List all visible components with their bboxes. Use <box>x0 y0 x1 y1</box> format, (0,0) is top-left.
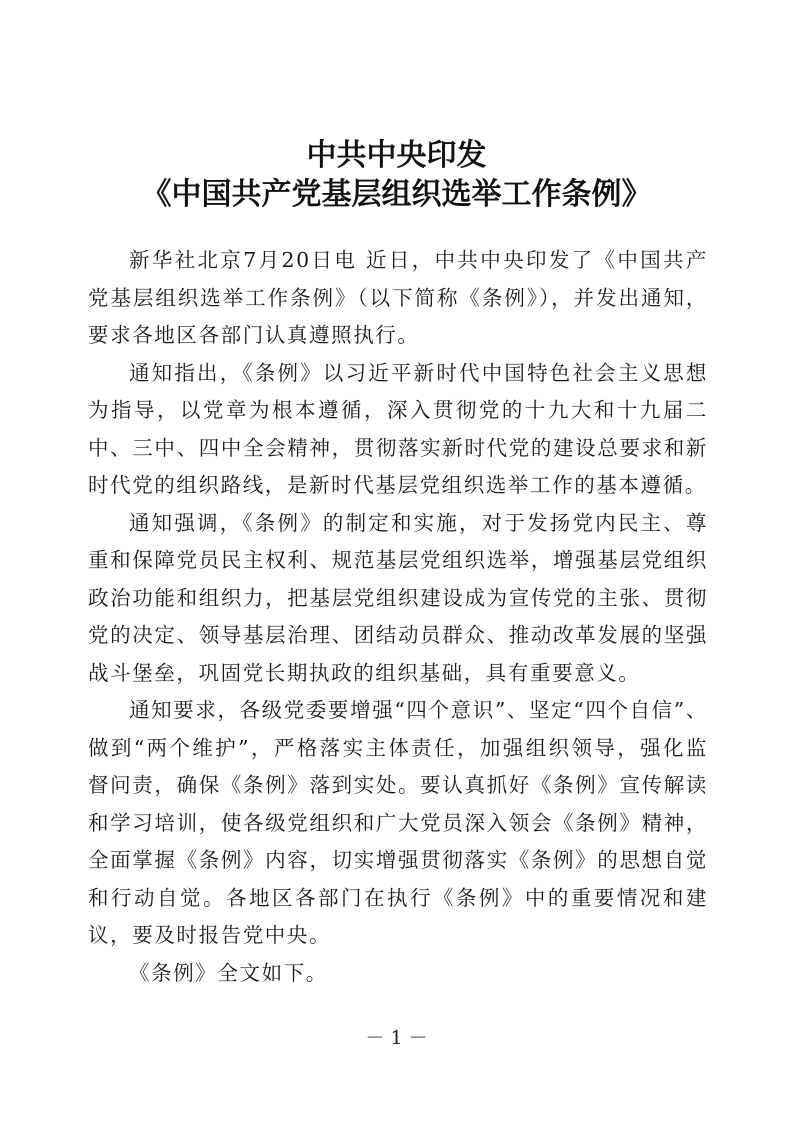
paragraph-full-text-follows: 《条例》全文如下。 <box>129 960 328 985</box>
document-body <box>88 242 708 992</box>
paragraph-intro: 新华社北京7月20日电 近日，中共中央印发了《中国共产党基层组织选举工作条例》（以下简称《条例》），并发出通知，要求各地区各部门认真遵照执行。 <box>88 248 708 347</box>
paragraph-notice-emphasis: 通知强调，《条例》的制定和实施，对于发扬党内民主、尊重和保障党员民主权利、规范基层党组织选举，增强基层党组织政治功能和组织力，把基层党组织建设成为宣传党的主张、贯彻党的决定、领导基层治理、团结动员群众、推动改革发展的坚强战斗堡垒，巩固党长期执政的组织基础，具有重要意义。 <box>88 510 708 685</box>
page-number: － 1 － <box>365 1027 428 1049</box>
document-title-line-2: 《中国共产党基层组织选举工作条例》 <box>141 177 652 212</box>
paragraph-notice-points: 通知指出，《条例》以习近平新时代中国特色社会主义思想为指导，以党章为根本遵循，深入贯彻党的十九大和十九届二中、三中、四中全会精神，贯彻落实新时代党的建设总要求和新时代党的组织路线，是新时代基层党组织选举工作的基本遵循。 <box>88 360 708 497</box>
paragraph-notice-requirements: 通知要求，各级党委要增强“四个意识”、坚定“四个自信”、做到“两个维护”，严格落实主体责任，加强组织领导，强化监督问责，确保《条例》落到实处。要认真抓好《条例》宣传解读和学习培训，使各级党组织和广大党员深入领会《条例》精神，全面掌握《条例》内容，切实增强贯彻落实《条例》的思想自觉和行动自觉。各地区各部门在执行《条例》中的重要情况和建议，要及时报告党中央。 <box>88 698 708 947</box>
document-title-line-1: 中共中央印发 <box>306 138 487 173</box>
